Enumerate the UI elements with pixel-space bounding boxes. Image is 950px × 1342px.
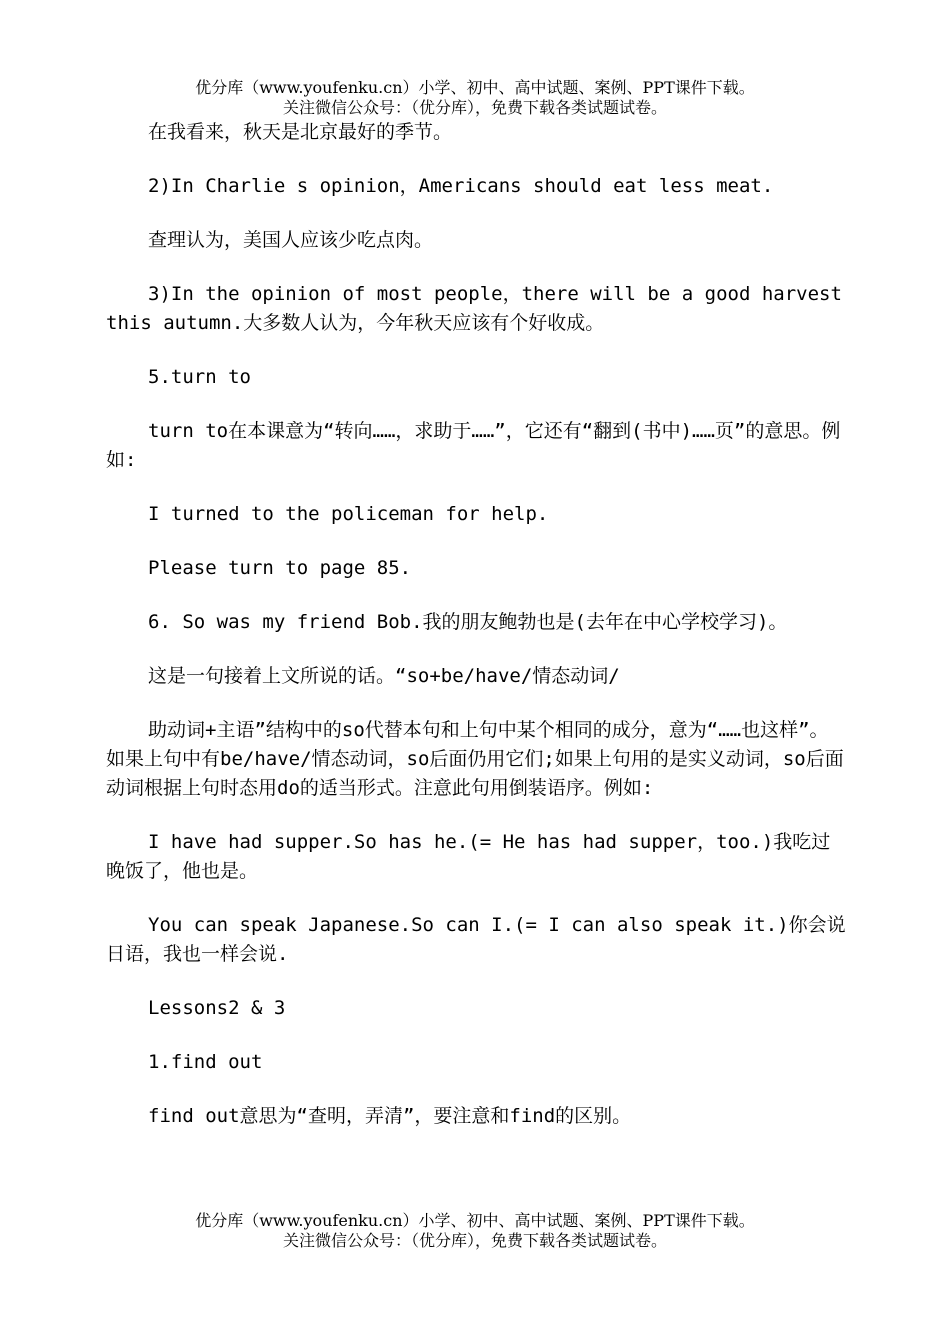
footer-line-2: 关注微信公众号：（优分库），免费下载各类试题试卷。 (282, 1231, 667, 1250)
paragraph-4: 3)In the opinion of most people，there will be a good harvest this autumn.大多数人认为，今年秋天应该有个好收成。 (106, 283, 842, 334)
paragraph-15: 1.find out (148, 1051, 263, 1073)
paragraph-12: I have had supper.So has he.(= He has had supper，too.)我吃过晚饭了，他也是。 (106, 831, 831, 882)
paragraph-1: 在我看来，秋天是北京最好的季节。 (148, 121, 453, 143)
paragraph-11: 助动词+主语”结构中的so代替本句和上句中某个相同的成分，意为“……也这样”。如果上句中有be/have/情态动词，so后面仍用它们;如果上句用的是实义动词，so后面动词根据上句时态用do的适当形式。注意此句用倒装语序。例如: (106, 719, 844, 799)
paragraph-7: I turned to the policeman for help. (148, 503, 549, 525)
paragraph-5: 5.turn to (148, 366, 251, 388)
paragraph-9: 6. So was my friend Bob.我的朋友鲍勃也是(去年在中心学校学习)。 (148, 611, 788, 633)
page-header (0, 78, 950, 118)
paragraph-16: find out意思为“查明，弄清”，要注意和find的区别。 (148, 1105, 632, 1127)
paragraph-3: 查理认为，美国人应该少吃点肉。 (148, 229, 434, 251)
paragraph-10: 这是一句接着上文所说的话。“so+be/have/情态动词/ (148, 665, 620, 687)
document-body (106, 118, 846, 1156)
paragraph-2: 2)In Charlie s opinion，Americans should eat less meat. (148, 175, 774, 197)
header-line-1: 优分库（www.youfenku.cn）小学、初中、高中试题、案例、PPT课件下载。 (195, 78, 755, 97)
paragraph-13: You can speak Japanese.So can I.(= I can also speak it.)你会说日语，我也一样会说. (106, 914, 846, 965)
footer-line-1: 优分库（www.youfenku.cn）小学、初中、高中试题、案例、PPT课件下载。 (195, 1211, 755, 1230)
paragraph-6: turn to在本课意为“转向……，求助于……”，它还有“翻到(书中)……页”的意思。例如: (106, 420, 841, 471)
paragraph-14: Lessons2 & 3 (148, 997, 286, 1019)
page-footer (0, 1211, 950, 1251)
paragraph-8: Please turn to page 85. (148, 557, 412, 579)
header-line-2: 关注微信公众号：（优分库），免费下载各类试题试卷。 (282, 98, 667, 117)
